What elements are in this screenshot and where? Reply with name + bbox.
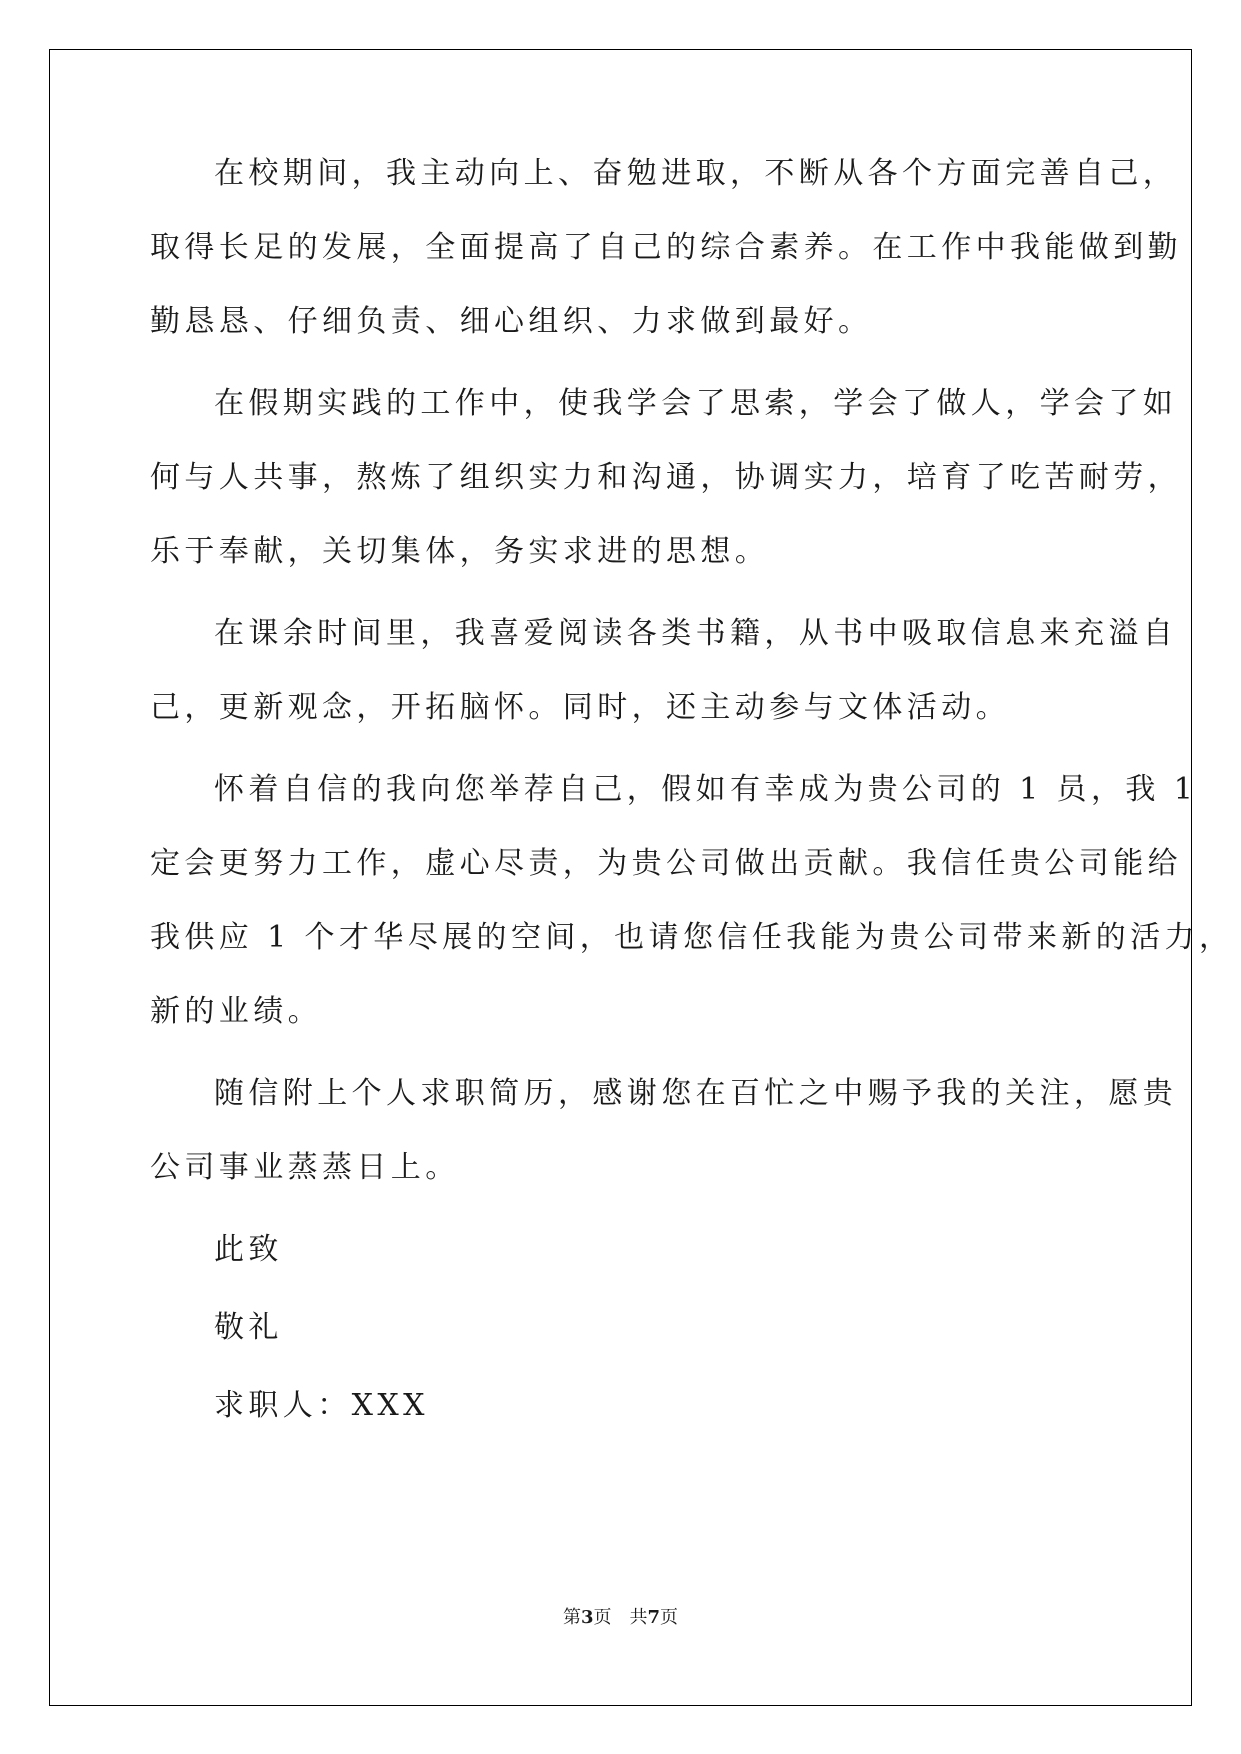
closing-regards: 敬礼 [214, 1310, 283, 1345]
paragraph-3-line-2: 己，更新观念，开拓脑怀。同时，还主动参与文体活动。 [150, 690, 1010, 725]
paragraph-2-line-1: 在假期实践的工作中，使我学会了思索，学会了做人，学会了如 [214, 386, 1178, 421]
paragraph-4-line-2: 定会更努力工作，虚心尽责，为贵公司做出贡献。我信任贵公司能给 [150, 846, 1182, 881]
paragraph-4-line-3: 我供应 1 个才华尽展的空间，也请您信任我能为贵公司带来新的活力， [150, 920, 1234, 955]
paragraph-2-line-3: 乐于奉献，关切集体，务实求进的思想。 [150, 534, 770, 569]
paragraph-4-line-1: 怀着自信的我向您举荐自己，假如有幸成为贵公司的 1 员，我 1 [214, 772, 1198, 807]
page-number-footer [0, 1606, 1241, 1630]
closing-salutation: 此致 [214, 1232, 283, 1267]
footer-page-mid: 页 共 [593, 1607, 648, 1628]
paragraph-1-line-3: 勤恳恳、仔细负责、细心组织、力求做到最好。 [150, 304, 873, 339]
footer-total-pages: 7 [647, 1607, 661, 1628]
paragraph-3-line-1: 在课余时间里，我喜爱阅读各类书籍，从书中吸取信息来充溢自 [214, 616, 1178, 651]
footer-current-page: 3 [580, 1607, 594, 1628]
paragraph-1-line-1: 在校期间，我主动向上、奋勉进取，不断从各个方面完善自己， [214, 156, 1178, 191]
paragraph-1-line-2: 取得长足的发展，全面提高了自己的综合素养。在工作中我能做到勤 [150, 230, 1182, 265]
signature: 求职人：XXX [214, 1388, 429, 1423]
paragraph-5-line-2: 公司事业蒸蒸日上。 [150, 1150, 460, 1185]
paragraph-2-line-2: 何与人共事，熬炼了组织实力和沟通，协调实力，培育了吃苦耐劳， [150, 460, 1182, 495]
paragraph-4-line-4: 新的业绩。 [150, 994, 322, 1029]
paragraph-5-line-1: 随信附上个人求职简历，感谢您在百忙之中赐予我的关注，愿贵 [214, 1076, 1178, 1111]
footer-page-prefix: 第 [562, 1607, 581, 1628]
footer-page-suffix: 页 [660, 1607, 679, 1628]
